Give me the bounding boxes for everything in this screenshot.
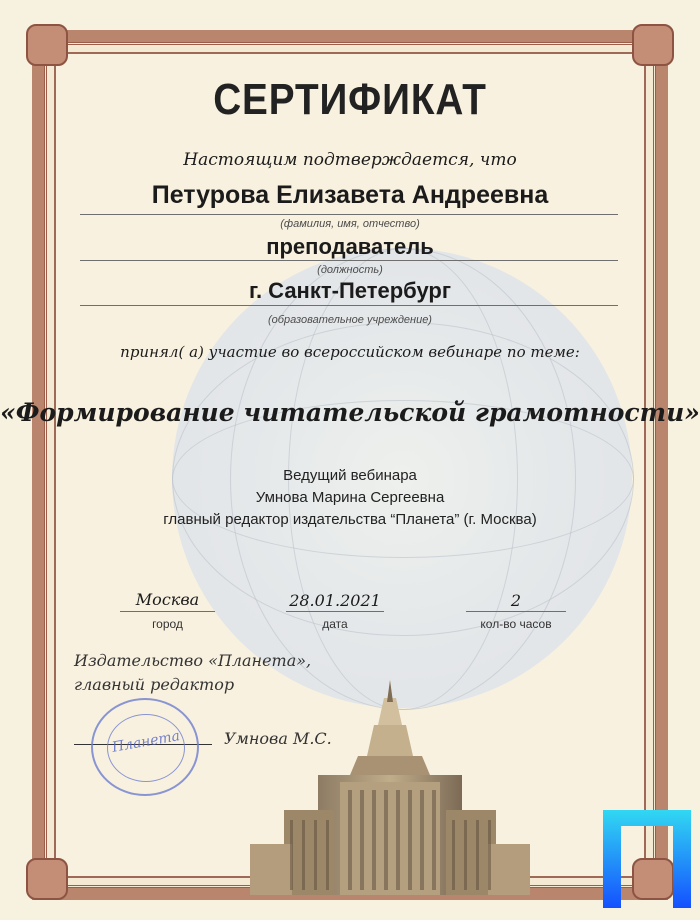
host-title: главный редактор издательства “Планета” (г. Москва) bbox=[163, 511, 537, 528]
corner-ornament-bottom-left bbox=[26, 858, 68, 900]
date-value: 28.01.2021 bbox=[289, 591, 381, 610]
hours-label: кол-во часов bbox=[480, 617, 552, 631]
stamp-text: Планета bbox=[110, 728, 182, 756]
publisher-line-1: Издательство «Планета», bbox=[74, 651, 312, 670]
institution-value: г. Санкт-Петербург bbox=[248, 278, 452, 303]
institution-caption: (образовательное учреждение) bbox=[268, 314, 432, 326]
host-name: Умнова Марина Сергеевна bbox=[255, 489, 445, 506]
city-underline bbox=[120, 611, 215, 612]
participation-text: принял( а) участие во всероссийском вебинаре по теме: bbox=[120, 343, 580, 361]
hours-underline bbox=[466, 611, 566, 612]
host-label: Ведущий вебинара bbox=[283, 467, 417, 484]
recipient-name: Петурова Елизавета Андреевна bbox=[151, 181, 549, 209]
corner-ornament-top-left bbox=[26, 24, 68, 66]
publisher-stamp bbox=[91, 698, 199, 796]
name-underline bbox=[80, 214, 618, 215]
certificate-title: СЕРТИФИКАТ bbox=[213, 75, 487, 124]
webinar-topic: «Формирование читательской грамотности» bbox=[0, 398, 700, 427]
publisher-line-2: главный редактор bbox=[74, 675, 235, 694]
brand-logo-icon bbox=[603, 810, 691, 908]
date-label: дата bbox=[322, 617, 348, 631]
position-caption: (должность) bbox=[317, 264, 383, 276]
institution-underline bbox=[80, 305, 618, 306]
hours-value: 2 bbox=[510, 591, 522, 610]
city-value: Москва bbox=[135, 590, 200, 609]
confirmation-text: Настоящим подтверждается, что bbox=[183, 150, 517, 170]
date-underline bbox=[286, 611, 384, 612]
signer-name: Умнова М.С. bbox=[224, 729, 332, 748]
corner-ornament-top-right bbox=[632, 24, 674, 66]
name-caption: (фамилия, имя, отчество) bbox=[280, 218, 420, 230]
position-value: преподаватель bbox=[266, 234, 434, 259]
city-label: город bbox=[152, 617, 183, 631]
building-illustration bbox=[250, 680, 530, 895]
position-underline bbox=[80, 260, 618, 261]
